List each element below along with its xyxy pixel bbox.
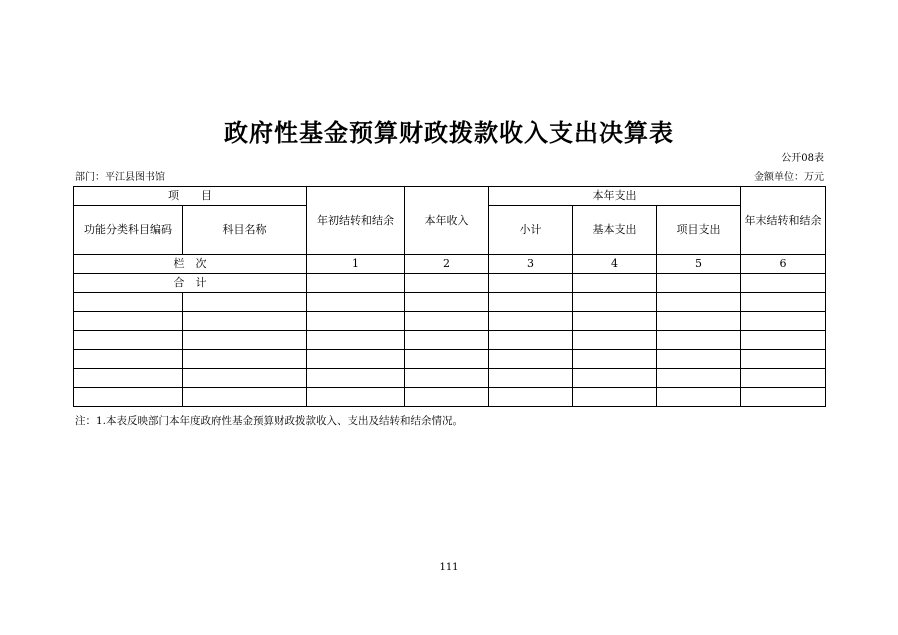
table-cell	[741, 274, 826, 293]
table-cell	[741, 388, 826, 407]
table-cell	[405, 293, 489, 312]
table-cell	[307, 331, 405, 350]
table-cell	[405, 331, 489, 350]
table-row	[74, 293, 826, 312]
table-cell	[573, 293, 657, 312]
table-cell	[657, 274, 741, 293]
table-cell	[741, 293, 826, 312]
table-cell	[405, 369, 489, 388]
column-index-row	[74, 255, 826, 274]
header-project-expense: 项目支出	[657, 206, 741, 255]
table-row	[74, 350, 826, 369]
total-label: 合 计	[74, 274, 307, 293]
page-number: 111	[439, 562, 459, 573]
table-cell	[741, 369, 826, 388]
header-annual-expense: 本年支出	[489, 187, 741, 206]
header-subject-name: 科目名称	[183, 206, 307, 255]
table-cell	[74, 350, 183, 369]
table-cell	[489, 274, 573, 293]
header-subtotal: 小计	[489, 206, 573, 255]
table-cell	[573, 312, 657, 331]
column-index: 2	[405, 255, 489, 274]
table-cell	[741, 350, 826, 369]
table-cell	[74, 369, 183, 388]
table-cell	[741, 312, 826, 331]
department-label: 部门：平江县图书馆	[75, 172, 165, 183]
table-row	[74, 312, 826, 331]
header-closing-balance: 年末结转和结余	[741, 187, 826, 255]
table-cell	[183, 350, 307, 369]
table-cell	[657, 388, 741, 407]
table-cell	[489, 331, 573, 350]
table-cell	[573, 331, 657, 350]
table-cell	[489, 293, 573, 312]
table-cell	[183, 331, 307, 350]
table-cell	[183, 369, 307, 388]
table-cell	[489, 388, 573, 407]
header-annual-income: 本年收入	[405, 187, 489, 255]
table-row	[74, 331, 826, 350]
column-index: 5	[657, 255, 741, 274]
table-cell	[307, 274, 405, 293]
table-cell	[307, 388, 405, 407]
table-cell	[657, 293, 741, 312]
table-cell	[74, 312, 183, 331]
table-cell	[405, 274, 489, 293]
table-cell	[307, 312, 405, 331]
form-number: 公开08表	[781, 153, 824, 164]
column-index: 4	[573, 255, 657, 274]
table-cell	[573, 274, 657, 293]
table-cell	[183, 388, 307, 407]
table-row	[74, 369, 826, 388]
table-cell	[489, 350, 573, 369]
table-cell	[74, 388, 183, 407]
table-cell	[405, 388, 489, 407]
column-index: 1	[307, 255, 405, 274]
table-cell	[489, 312, 573, 331]
table-cell	[405, 350, 489, 369]
column-index-label: 栏 次	[74, 255, 307, 274]
table-cell	[657, 331, 741, 350]
table-cell	[573, 388, 657, 407]
footnote: 注：1.本表反映部门本年度政府性基金预算财政拨款收入、支出及结转和结余情况。	[75, 415, 464, 427]
table-cell	[657, 312, 741, 331]
table-cell	[74, 331, 183, 350]
column-index: 3	[489, 255, 573, 274]
page-title: 政府性基金预算财政拨款收入支出决算表	[224, 119, 674, 147]
amount-unit: 金额单位：万元	[754, 172, 824, 183]
header-basic-expense: 基本支出	[573, 206, 657, 255]
table-cell	[183, 293, 307, 312]
budget-table	[73, 186, 826, 407]
table-cell	[74, 293, 183, 312]
table-cell	[307, 369, 405, 388]
header-opening-balance: 年初结转和结余	[307, 187, 405, 255]
table-cell	[307, 293, 405, 312]
header-subject-code: 功能分类科目编码	[74, 206, 183, 255]
table-cell	[657, 369, 741, 388]
column-index: 6	[741, 255, 826, 274]
table-row	[74, 388, 826, 407]
table-cell	[573, 369, 657, 388]
header-project: 项 目	[74, 187, 307, 206]
table-cell	[573, 350, 657, 369]
table-cell	[657, 350, 741, 369]
table-cell	[307, 350, 405, 369]
table-cell	[405, 312, 489, 331]
table-cell	[183, 312, 307, 331]
table-cell	[489, 369, 573, 388]
table-cell	[741, 331, 826, 350]
total-row	[74, 274, 826, 293]
